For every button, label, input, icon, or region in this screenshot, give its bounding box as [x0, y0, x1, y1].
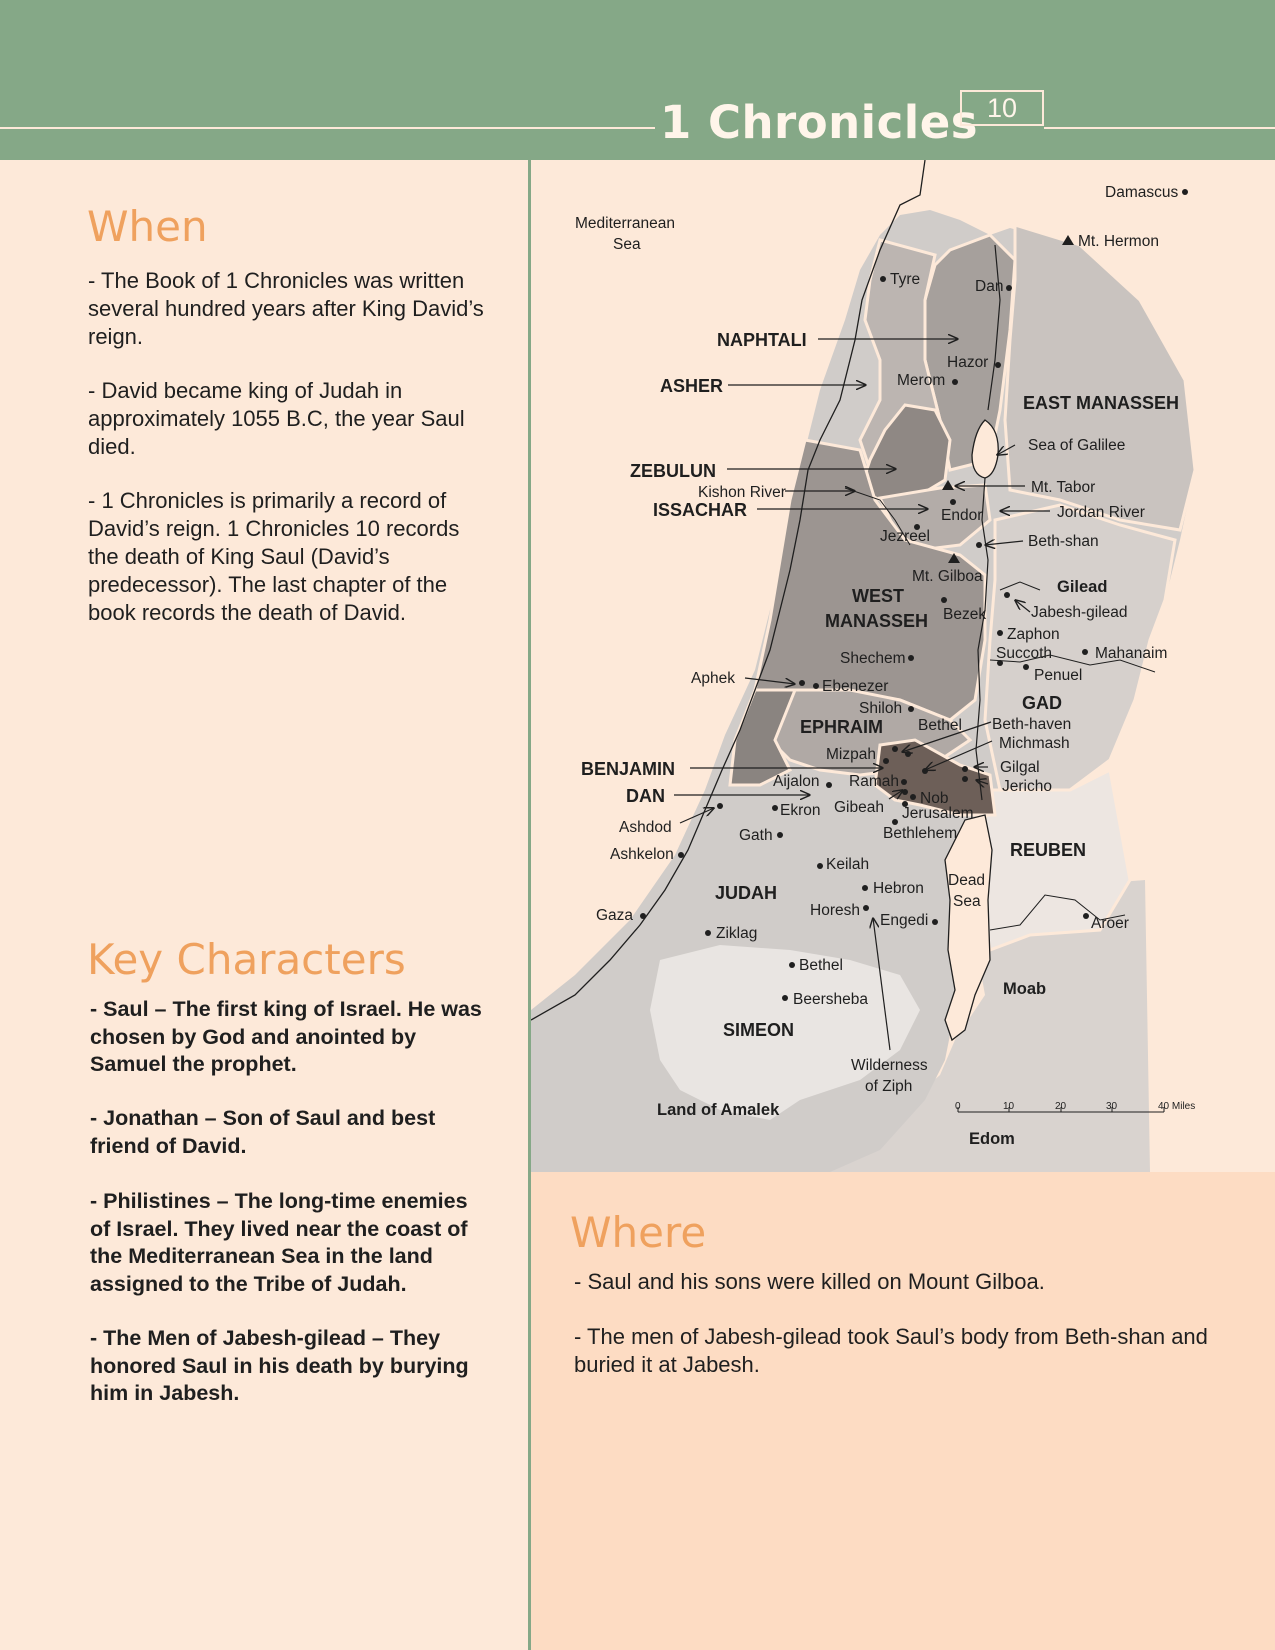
- label-judah: JUDAH: [715, 883, 778, 903]
- scale-tick-40: 40 Miles: [1158, 1101, 1196, 1112]
- label-ashdod: Ashdod: [619, 819, 672, 836]
- israel-tribes-map: [531, 160, 1275, 1172]
- where-paragraph-1: - Saul and his sons were killed on Mount Gilboa.: [574, 1269, 1045, 1294]
- where-paragraph-2: - The men of Jabesh-gilead took Saul’s body from Beth-shan and buried it at Jabesh.: [574, 1324, 1208, 1377]
- label-gibeah: Gibeah: [834, 799, 884, 816]
- label-aphek: Aphek: [691, 670, 735, 687]
- where-heading: Where: [570, 1208, 707, 1257]
- label-gilead: Gilead: [1057, 578, 1108, 596]
- label-mediterranean: Mediterranean: [575, 215, 675, 232]
- label-dead-sea: Sea: [953, 893, 981, 910]
- header-rule-right: [1044, 127, 1275, 129]
- label-edom: Edom: [969, 1130, 1015, 1148]
- label-manasseh: MANASSEH: [825, 611, 929, 631]
- label-aijalon: Aijalon: [773, 773, 820, 790]
- label-merom: Merom: [897, 372, 946, 389]
- when-paragraph-2: - David became king of Judah in approximately 1055 B.C, the year Saul died.: [88, 378, 465, 459]
- label-wilderness: Wilderness: [851, 1057, 928, 1074]
- label-bezek: Bezek: [943, 606, 987, 623]
- scale-tick-20: 20: [1055, 1101, 1067, 1112]
- label-penuel: Penuel: [1034, 667, 1083, 684]
- label-beth-shan: Beth-shan: [1028, 533, 1099, 550]
- label-beth-haven: Beth-haven: [992, 716, 1072, 733]
- label-michmash: Michmash: [999, 735, 1070, 752]
- label-kishon-river: Kishon River: [698, 484, 786, 501]
- label-ramah: Ramah: [849, 773, 899, 790]
- label-engedi: Engedi: [880, 912, 929, 929]
- label-dan: DAN: [626, 786, 665, 806]
- when-paragraph-1: - The Book of 1 Chronicles was written several hundred years after King David’s reign.: [88, 268, 484, 349]
- label-sea-of-galilee: Sea of Galilee: [1028, 437, 1126, 454]
- scale-tick-10: 10: [1003, 1101, 1015, 1112]
- label-shechem: Shechem: [840, 650, 906, 667]
- label-of-ziph: of Ziph: [865, 1078, 913, 1095]
- key-characters-heading: Key Characters: [87, 935, 406, 984]
- label-bethlehem: Bethlehem: [883, 825, 958, 842]
- label-asher: ASHER: [660, 376, 724, 396]
- label-shiloh: Shiloh: [859, 700, 903, 717]
- label-west: WEST: [852, 586, 904, 606]
- label-horesh: Horesh: [810, 902, 860, 919]
- chapter-number: 10: [960, 90, 1044, 126]
- label-succoth: Succoth: [996, 645, 1053, 662]
- label-gaza: Gaza: [596, 907, 634, 924]
- label-zebulun: ZEBULUN: [630, 461, 716, 481]
- label-naphtali: NAPHTALI: [717, 330, 807, 350]
- label-jerusalem: Jerusalem: [902, 805, 974, 822]
- header-bar: [0, 0, 1275, 160]
- scale-tick-0: 0: [955, 1101, 961, 1112]
- label-simeon: SIMEON: [723, 1020, 795, 1040]
- character-paragraph-1: - Saul – The first king of Israel. He was chosen by God and anointed by Samuel the prophet.: [90, 997, 482, 1076]
- label-mt-tabor: Mt. Tabor: [1031, 479, 1096, 496]
- label-mahanaim: Mahanaim: [1095, 645, 1168, 662]
- when-heading: When: [87, 202, 208, 251]
- label-land-of-amalek: Land of Amalek: [657, 1101, 780, 1119]
- label-bethel-north: Bethel: [918, 717, 962, 734]
- label-gilgal: Gilgal: [1000, 759, 1040, 776]
- label-jericho: Jericho: [1002, 778, 1052, 795]
- label-beersheba: Beersheba: [793, 991, 868, 1008]
- scale-tick-30: 30: [1106, 1101, 1118, 1112]
- page-title: 1 Chronicles: [660, 96, 979, 149]
- label-hebron: Hebron: [873, 880, 924, 897]
- label-issachar: ISSACHAR: [653, 500, 748, 520]
- label-aroer: Aroer: [1091, 915, 1129, 932]
- when-paragraph-3: - 1 Chronicles is primarily a record of David’s reign. 1 Chronicles 10 records the death of King Saul (David’s predecessor). The last chapter of the book records the death of David.: [88, 488, 460, 625]
- label-ashkelon: Ashkelon: [610, 846, 674, 863]
- label-keilah: Keilah: [826, 856, 870, 873]
- label-moab: Moab: [1003, 980, 1047, 998]
- label-mt-gilboa: Mt. Gilboa: [912, 568, 983, 585]
- label-benjamin: BENJAMIN: [581, 759, 676, 779]
- label-damascus: Damascus: [1105, 184, 1179, 201]
- character-paragraph-2: - Jonathan – Son of Saul and best friend of David.: [90, 1106, 436, 1158]
- character-paragraph-4: - The Men of Jabesh-gilead – They honored Saul in his death by burying him in Jabesh.: [90, 1326, 469, 1405]
- label-jordan-river: Jordan River: [1057, 504, 1145, 521]
- label-ekron: Ekron: [780, 802, 821, 819]
- label-zaphon: Zaphon: [1007, 626, 1060, 643]
- label-jabesh-gilead: Jabesh-gilead: [1031, 604, 1128, 621]
- label-nob: Nob: [920, 790, 949, 807]
- label-mizpah: Mizpah: [826, 746, 876, 763]
- character-paragraph-3: - Philistines – The long-time enemies of Israel. They lived near the coast of the Mediterranean Sea in the land assigned to the Tribe of Judah.: [90, 1189, 468, 1296]
- label-hazor: Hazor: [947, 354, 989, 371]
- label-jezreel: Jezreel: [880, 528, 930, 545]
- label-mt-hermon: Mt. Hermon: [1078, 233, 1159, 250]
- label-ziklag: Ziklag: [716, 925, 758, 942]
- label-ebenezer: Ebenezer: [822, 678, 889, 695]
- label-tyre: Tyre: [890, 271, 921, 288]
- header-rule-left: [0, 127, 655, 129]
- label-endor: Endor: [941, 507, 983, 524]
- label-ephraim: EPHRAIM: [800, 717, 884, 737]
- label-dead: Dead: [948, 872, 986, 889]
- label-gad: GAD: [1022, 693, 1062, 713]
- label-dan-city: Dan: [975, 278, 1004, 295]
- label-bethel-south: Bethel: [799, 957, 843, 974]
- label-mediterranean-sea: Sea: [613, 236, 641, 253]
- label-gath: Gath: [739, 827, 773, 844]
- label-reuben: REUBEN: [1010, 840, 1087, 860]
- label-east-manasseh: EAST MANASSEH: [1023, 393, 1180, 413]
